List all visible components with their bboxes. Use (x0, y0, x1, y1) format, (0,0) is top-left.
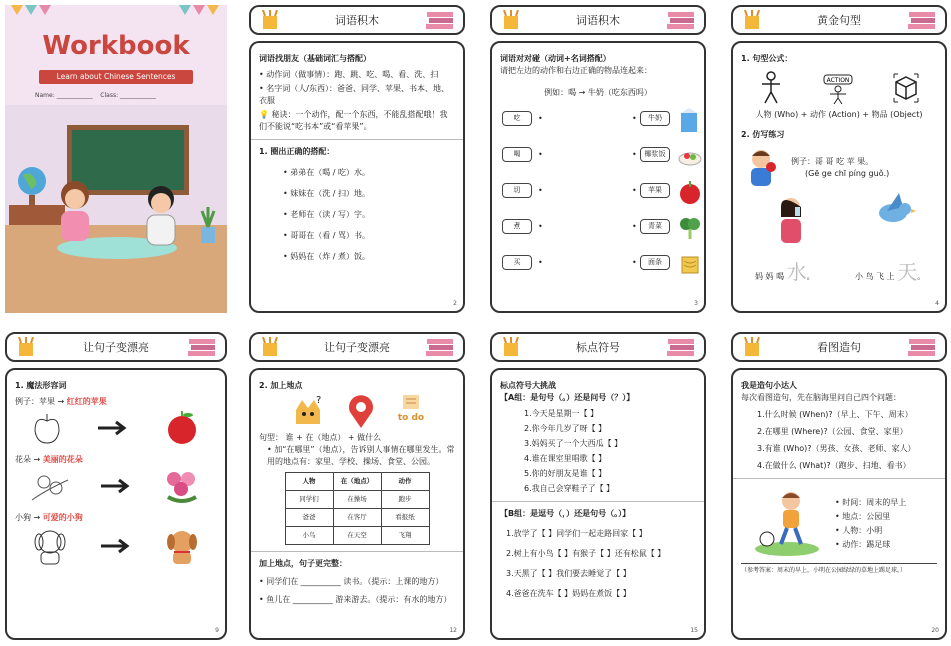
section-title: 1. 句型公式： (741, 54, 793, 63)
page-number: 4 (935, 300, 939, 307)
guide-question: 3.有谁 (Who)?（男孩、女孩、老师、家人） (757, 444, 916, 453)
match-dot[interactable]: • (538, 114, 543, 123)
books-icon (907, 10, 937, 30)
verb-box[interactable]: 买 (502, 255, 532, 270)
bunting-flag (179, 5, 191, 15)
page-number: 20 (931, 627, 939, 634)
icons-row (259, 394, 455, 430)
example-line: 例如：喝 → 牛奶（吃东西吗） (544, 88, 652, 97)
page-header (731, 332, 947, 362)
match-dot[interactable]: • (632, 258, 637, 267)
todo-label: to do (397, 413, 425, 423)
page-body (249, 368, 465, 640)
books-icon (666, 10, 696, 30)
instruction: 每次看图造句，先在脑海里问自己四个问题： (741, 393, 901, 402)
bunting-flag (11, 5, 23, 15)
arrow-icon (96, 420, 130, 436)
worksheet-page-20 (731, 332, 947, 640)
exercise-title: 1. 圈出正确的搭配： (259, 147, 335, 156)
note: • 加“在哪里”（地点），告诉别人事情在哪里发生。常用的地点有：家里、学校、操场、食堂、公园。 (259, 444, 455, 468)
punctuation-question[interactable]: 2.树上有小鸟【 】有猴子【 】还有松鼠【 】 (506, 549, 666, 558)
pencil-cup-icon (259, 337, 281, 357)
page-number: 3 (694, 300, 698, 307)
location-pin-icon (346, 394, 376, 430)
noun-box[interactable]: 苹果 (640, 183, 670, 198)
page-number: 15 (690, 627, 698, 634)
formula-text: 人物 (Who) + 动作 (Action) + 物品 (Object) (755, 110, 923, 119)
picture-row (15, 408, 217, 448)
match-row (500, 183, 696, 205)
tip-text: 秘诀：一个动作，配一个东西，不能乱搭配哦！我们不能说“吃书本”或“看苹果”。 (259, 110, 448, 131)
worksheet-page-3 (490, 5, 706, 313)
nasi-lemak-icon (678, 145, 702, 167)
table-cell: 同学们 (285, 491, 333, 509)
task-title: 加上地点，句子更完整： (259, 559, 347, 568)
match-dot[interactable]: • (538, 258, 543, 267)
name-label: Name: (35, 92, 55, 99)
exercise-item: • 弟弟在（喝 / 吃）水。 (283, 167, 455, 179)
table-header: 动作 (381, 473, 429, 491)
table-row (285, 491, 429, 509)
apple-outline-icon (32, 411, 62, 445)
section-title: 词语对对碰（动词+名词搭配） (500, 54, 611, 63)
books-icon (907, 337, 937, 357)
globe-icon (15, 165, 49, 209)
action-icon (818, 71, 858, 105)
books-icon (666, 337, 696, 357)
table-header: 在（地点） (333, 473, 381, 491)
match-dot[interactable]: • (632, 114, 637, 123)
bunting-flag (193, 5, 205, 15)
flower-outline-icon (30, 468, 70, 504)
workbook-cover (5, 5, 227, 313)
punctuation-question[interactable]: 3.妈妈买了一个大西瓜【 】 (524, 439, 623, 448)
verb-box[interactable]: 煮 (502, 219, 532, 234)
pencil-cup-icon (259, 10, 281, 30)
row-result: 可爱的小狗 (42, 513, 83, 522)
pencil-cup-icon (500, 337, 522, 357)
person-icon (757, 71, 785, 105)
practice-left: 妈 妈 喝 水。 (755, 260, 815, 284)
page-header (249, 5, 465, 35)
divider (251, 139, 463, 140)
page-title: 让句子变漂亮 (83, 341, 149, 354)
books-icon (425, 337, 455, 357)
pencil-cup-icon (15, 337, 37, 357)
bird-illustration (869, 189, 919, 233)
arrow-icon (99, 538, 133, 554)
page-header (249, 332, 465, 362)
cute-dog-icon (162, 526, 202, 566)
guide-question: 2.在哪里 (Where)?（公园、食堂、家里） (757, 427, 908, 436)
match-row (500, 219, 696, 241)
punctuation-question[interactable]: 5.你的好朋友是谁【 】 (524, 469, 607, 478)
page-body (731, 368, 947, 640)
exercise-item: • 妈妈在（炸 / 煮）饭。 (283, 251, 455, 263)
punctuation-question[interactable]: 1.放学了【 】同学们一起走路回家【 】 (506, 529, 647, 538)
table-header-row (285, 473, 429, 491)
punctuation-question[interactable]: 2.你今年几岁了呀【 】 (524, 424, 607, 433)
fill-blank-question[interactable]: • 同学们在 __________ 读书。（提示：上课的地方） (259, 576, 455, 588)
page-title: 词语积木 (576, 14, 620, 27)
trace-answer: 水 (786, 260, 807, 284)
table-cell: 在操场 (333, 491, 381, 509)
punctuation-question[interactable]: 3.天黑了【 】我们要去睡觉了【 】 (506, 569, 631, 578)
bunting-flag (39, 5, 51, 15)
vocab-bullet: • 动作词（做事情）：跑、跳、吃、喝、看、洗、扫 (259, 69, 455, 81)
svg-text:?: ? (315, 395, 322, 406)
page-header (490, 332, 706, 362)
section-title: 2. 加上地点 (259, 381, 303, 390)
arrow-icon (99, 478, 133, 494)
practice-caption: 妈 妈 喝 (755, 272, 785, 281)
cover-subtitle: Learn about Chinese Sentences (39, 70, 193, 84)
punctuation-question[interactable]: 1.今天是星期一【 】 (524, 409, 599, 418)
section-title: 标点符号大挑战 (500, 381, 556, 390)
row-result: 美丽的花朵 (42, 455, 83, 464)
dog-outline-icon (30, 526, 70, 566)
apple-icon (678, 179, 702, 205)
page-title: 词语积木 (335, 14, 379, 27)
info-list (835, 495, 906, 553)
example-table (285, 472, 430, 545)
action-label: ACTION (826, 77, 850, 84)
practice-caption: 小 鸟 飞 上 (855, 272, 895, 281)
table-cell: 爸爸 (285, 509, 333, 527)
page-number: 9 (215, 627, 219, 634)
pencil-cup-icon (741, 10, 763, 30)
worksheet-page-9 (5, 332, 227, 640)
page-body (5, 368, 227, 640)
row-prefix: 小狗 → (15, 513, 41, 522)
page-body (490, 41, 706, 313)
box-icon (891, 71, 921, 105)
vocab-bullet: • 名字词（人/东西）：爸爸、同学、苹果、书本、地、衣服 (259, 83, 455, 107)
info-item: • 动作：踢足球 (835, 539, 906, 551)
red-apple-icon (164, 410, 200, 446)
books-icon (425, 10, 455, 30)
page-title: 标点符号 (576, 341, 620, 354)
todo-note (398, 394, 424, 430)
page-number: 2 (453, 300, 457, 307)
worksheet-page-4 (731, 5, 947, 313)
match-dot[interactable]: • (632, 186, 637, 195)
verb-box[interactable]: 喝 (502, 147, 532, 162)
page-title: 让句子变漂亮 (324, 341, 390, 354)
match-dot[interactable]: • (632, 222, 637, 231)
fill-blank-question[interactable]: • 鱼儿在 __________ 游来游去。（提示：有水的地方） (259, 594, 455, 606)
page-number: 12 (449, 627, 457, 634)
noun-box[interactable]: 青菜 (640, 219, 670, 234)
guide-question: 4.在做什么 (What)?（跑步、扫地、看书） (757, 461, 911, 470)
trace-answer: 天 (897, 260, 918, 284)
match-dot[interactable]: • (538, 150, 543, 159)
exercise-item: • 妹妹在（洗 / 扫）地。 (283, 188, 455, 200)
match-dot[interactable]: • (632, 150, 637, 159)
example-text (791, 156, 889, 180)
section-title: 1. 魔法形容词 (15, 381, 67, 390)
example-row (741, 147, 937, 189)
practice-area (741, 195, 937, 285)
boy-playing-football-illustration (751, 487, 821, 557)
table-header: 人物 (285, 473, 333, 491)
row-prefix: 例子：苹果 → (15, 397, 65, 406)
noun-box[interactable]: 椰浆饭 (640, 147, 670, 162)
picture-row (15, 524, 217, 568)
milk-carton-icon (678, 107, 700, 133)
section-title: 我是造句小达人 (741, 381, 797, 390)
page-body (731, 41, 947, 313)
exercise-item: • 哥哥在（看 / 骂）书。 (283, 230, 455, 242)
match-row (500, 255, 696, 277)
punctuation-question[interactable]: 4.谁在课室里唱歌【 】 (524, 454, 607, 463)
picture-info-area (741, 485, 937, 561)
part-b-title: 【B组：是逗号（，）还是句号（。）】 (500, 509, 631, 518)
bunting-flag (25, 5, 37, 15)
guide-question: 1.什么时候 (When)?（早上、下午、周末） (757, 410, 913, 419)
section-title: 词语找朋友（基础词汇与搭配） (259, 54, 371, 63)
info-item: • 人物：小明 (835, 525, 906, 537)
boy-eating-illustration (741, 147, 781, 189)
page-body (490, 368, 706, 640)
match-dot[interactable]: • (538, 222, 543, 231)
adjective-row (15, 396, 217, 408)
table-cell: 看报纸 (381, 509, 429, 527)
match-row (500, 111, 696, 133)
matching-area (500, 105, 696, 305)
page-header (490, 5, 706, 35)
worksheet-page-15 (490, 332, 706, 640)
practice-right: 小 鸟 飞 上 天。 (855, 260, 926, 284)
verb-box[interactable]: 切 (502, 183, 532, 198)
cover-title: Workbook (42, 31, 190, 61)
class-label: Class: (100, 92, 119, 99)
cover-name-class-line: Name: ____________ Class: ____________ (35, 92, 157, 99)
formula: 句型： 谁 + 在（地点） + 做什么 (259, 433, 382, 442)
match-dot[interactable]: • (538, 186, 543, 195)
reference-answer: （参考答案：周末的早上，小明在公园绿绿的草地上踢足球。） (741, 563, 937, 575)
part-a-title: 【A组：是句号（。）还是问号（？）】 (500, 393, 635, 402)
checklist-icon (400, 394, 422, 410)
punctuation-question[interactable]: 4.爸爸在洗车【 】妈妈在煮饭【 】 (506, 589, 631, 598)
books-icon (187, 337, 217, 357)
instruction: 请把左边的动作和右边正确的物品连起来： (500, 66, 652, 75)
noun-box[interactable]: 面条 (640, 255, 670, 270)
verb-box[interactable]: 吃 (502, 111, 532, 126)
formula-icons (741, 71, 937, 105)
mother-drinking-illustration (771, 195, 811, 245)
page-title: 看图造句 (817, 341, 861, 354)
plant-icon (193, 205, 223, 245)
row-prefix: 花朵 → (15, 455, 41, 464)
girl-illustration (45, 177, 105, 247)
worksheet-page-12 (249, 332, 465, 640)
page-header (5, 332, 227, 362)
table-cell: 在天空 (333, 527, 381, 545)
bunting-flag (207, 5, 219, 15)
exercise-item: • 老师在（读 / 写）字。 (283, 209, 455, 221)
table-cell: 小鸟 (285, 527, 333, 545)
pencil-cup-icon (741, 337, 763, 357)
section-title: 2. 仿写练习 (741, 130, 785, 139)
match-row (500, 147, 696, 169)
picture-row (15, 466, 217, 506)
noodles-icon (678, 251, 702, 277)
page-header (731, 5, 947, 35)
table-cell: 在客厅 (333, 509, 381, 527)
question-monster-icon (290, 394, 324, 430)
table-cell: 飞翔 (381, 527, 429, 545)
divider (733, 478, 945, 479)
table-row (285, 509, 429, 527)
example-sentence: 例子：哥 哥 吃 苹 果。 (791, 157, 874, 166)
adjective-row (15, 512, 217, 524)
vegetable-icon (678, 215, 702, 241)
page-title: 黄金句型 (817, 14, 861, 27)
example-pinyin: (Gē ge chī píng guǒ.) (805, 169, 890, 178)
worksheet-page-2 (249, 5, 465, 313)
punctuation-question[interactable]: 6.我自己会穿鞋子了【 】 (524, 484, 615, 493)
tip-bullet (259, 109, 455, 133)
table-row (285, 527, 429, 545)
row-result: 红红的苹果 (66, 397, 107, 406)
info-item: • 时间：周末的早上 (835, 497, 906, 509)
noun-box[interactable]: 牛奶 (640, 111, 670, 126)
table-cell: 跑步 (381, 491, 429, 509)
divider (251, 551, 463, 552)
lightbulb-icon: 💡 (259, 110, 269, 119)
flower-bouquet-icon (162, 467, 202, 505)
adjective-row (15, 454, 217, 466)
boy-illustration (131, 181, 191, 251)
divider (492, 501, 704, 502)
pencil-cup-icon (500, 10, 522, 30)
info-item: • 地点：公园里 (835, 511, 906, 523)
page-body (249, 41, 465, 313)
